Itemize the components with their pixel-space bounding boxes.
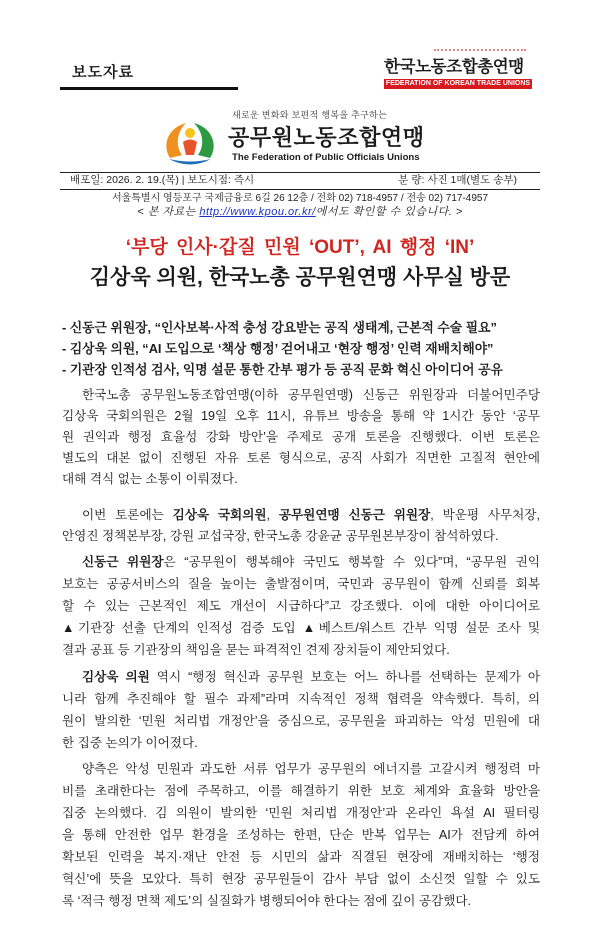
body-paragraph [62, 505, 540, 547]
fktu-english-name: FEDERATION OF KOREAN TRADE UNIONS [385, 80, 531, 87]
speaker-name: 김상욱 의원 [82, 670, 150, 684]
release-info-bar [60, 172, 540, 190]
fktu-name: 한국노동조합총연맹 [384, 58, 524, 76]
website-notice-suffix: 에서도 확인할 수 있습니다. > [315, 206, 463, 218]
document-type-underline [60, 87, 238, 90]
body-line: 집중 논의했다. 김 의원이 발의한 ‘민원 처리법 개정안’과 온라인 욕설 AI 필터링 [62, 806, 540, 820]
release-volume: 분 량: 사진 1매(별도 송부) [398, 174, 517, 186]
body-line: 결과 공표 등 기관장의 책임을 묻는 파격적인 견제 장치들이 제안되었다. [62, 643, 450, 657]
highlight-item: - 신동근 위원장, “인사보복·사적 충성 강요받는 공직 생태계, 근본적 수술 필요” [62, 320, 497, 335]
subheadline: 김상욱 의원, 한국노총 공무원연맹 사무실 방문 [89, 266, 511, 289]
body-line: 보호는 공공서비스의 질을 높이는 출발점이며, 국민과 공무원이 함께 신뢰를 회복 [62, 577, 540, 591]
headline: ‘부당 인사·갑질 민원 ‘OUT’, AI 행정 ‘IN’ [125, 237, 475, 258]
body-line: 대해 격식 없는 소통이 이뤄졌다. [62, 472, 238, 486]
body-text: , 박운평 사무처장, [430, 508, 540, 522]
attendee-name: 김상욱 국회의원 [172, 508, 267, 522]
fktu-logo [384, 49, 534, 89]
body-line: 확보된 인력을 복지·재난 안전 등 시민의 삶과 직결된 현장에 재배치하는 ‘행정 [62, 850, 540, 864]
contact-address: 서울특별시 영등포구 국제금융로 6길 26 12층 / 전화 02) 718-4957 / 전송 02) 717-4957 [111, 193, 489, 204]
website-notice [60, 205, 540, 219]
kpou-english-name: The Federation of Public Officials Unions [232, 152, 420, 163]
kpou-slogan: 새로운 변화와 보편적 행복을 추구하는 [232, 110, 388, 120]
body-paragraph [62, 551, 540, 661]
document-type-label: 보도자료 [72, 64, 134, 81]
body-paragraph [62, 385, 540, 490]
body-text: , [266, 508, 279, 522]
body-text: 역시 “행정 혁신과 공무원 보호는 어느 하나를 선택하는 문제가 아 [149, 670, 540, 684]
body-line: 혁신’에 뜻을 모았다. 특히 현장 공무원들이 감사 부담 없이 소신껏 일할 수 있도 [62, 872, 540, 886]
body-line: 할 수 있는 근본적인 제도 개선이 시급하다”고 강조했다. 이에 대한 아이디어로 [62, 599, 540, 613]
speaker-name: 신동근 위원장 [82, 555, 164, 569]
body-line [62, 666, 540, 688]
body-text: 은 “공무원이 행복해야 국민도 행복할 수 있다”며, “공무원 권익 [163, 555, 540, 569]
body-line: 원이 발의한 ‘민원 처리법 개정안’을 중심으로, 공무원을 파괴하는 악성 민원에 대 [62, 714, 540, 728]
body-line: 안영진 정책본부장, 강원 교섭국장, 한국노총 강윤균 공무원본부장이 참석하였다. [62, 529, 499, 543]
highlight-item: - 기관장 인적성 검사, 익명 설문 통한 간부 평가 등 공직 문화 혁신 아이디어 공유 [62, 362, 503, 377]
kpou-name: 공무원노동조합연맹 [228, 125, 425, 150]
body-line: 원 권익과 행정 효율성 강화 방안’을 주제로 공개 토론을 진행했다. 이번 토론은 [62, 430, 540, 444]
body-line: 김상욱 국회의원은 2월 19일 오후 11시, 유튜브 방송을 통해 약 1시간 동안 ‘공무 [62, 409, 540, 423]
website-notice-prefix: < 본 자료는 [137, 206, 200, 218]
highlight-item: - 김상욱 의원, “AI 도입으로 ‘책상 행정’ 걷어내고 ‘현장 행정’ 인력 재배치해야” [62, 341, 494, 356]
highlight-list [62, 317, 540, 380]
body-line: 별도의 대본 없이 진행된 자유 토론 형식으로, 공직 사회가 직면한 고질적 현안에 [62, 451, 540, 465]
body-line: ▲기관장 선출 단계의 인적성 검증 도입 ▲베스트/워스트 간부 익명 설문 조사 및 [62, 621, 540, 635]
body-line: 니라 함께 추진해야 할 필수 과제”라며 지속적인 정책 협력을 약속했다. 특히, 의 [62, 692, 540, 706]
website-link[interactable]: http://www.kpou.or.kr/ [199, 206, 316, 218]
body-line: 을 통해 안전한 업무 환경을 조성하는 한편, 단순 반복 업무는 AI가 전담케 하여 [62, 828, 540, 842]
body-line [62, 551, 540, 573]
body-line: 한국노총 공무원노동조합연맹(이하 공무원연맹) 신동근 위원장과 더불어민주당 [82, 388, 540, 402]
body-line: 양측은 악성 민원과 과도한 서류 업무가 공무원의 에너지를 고갈시켜 행정력 마 [82, 762, 540, 776]
body-line: 비를 초래한다는 점에 주목하고, 이를 해결하기 위한 보호 체계와 효율화 방안을 [62, 784, 540, 798]
release-date: 배포일: 2026. 2. 19.(목) | 보도시점: 즉시 [70, 174, 255, 186]
kpou-emblem-icon [161, 120, 219, 166]
attendee-name: 공무원연맹 신동근 위원장 [278, 508, 431, 522]
body-line [62, 505, 540, 526]
body-paragraph [62, 666, 540, 754]
body-line: 한 집중 논의가 이어졌다. [62, 736, 198, 750]
body-paragraph [62, 758, 540, 912]
body-line: 록 ‘적극 행정 면책 제도’의 실질화가 병행되어야 한다는 점에 깊이 공감했다. [62, 894, 472, 908]
body-text: 이번 토론에는 [82, 508, 173, 522]
